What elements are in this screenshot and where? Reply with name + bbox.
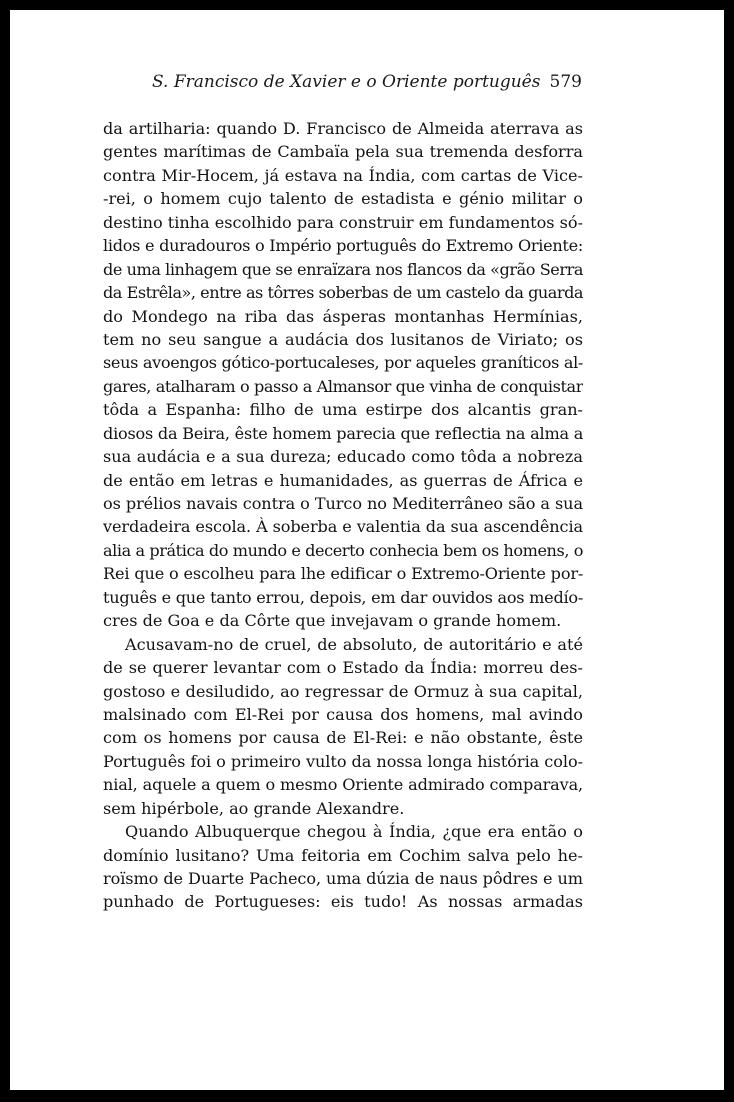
text-line: Português foi o primeiro vulto da nossa longa história colo- bbox=[103, 751, 583, 771]
text-line: de então em letras e humanidades, as guerras de África e bbox=[103, 470, 583, 490]
text-line: cres de Goa e da Côrte que invejavam o grande homem. bbox=[103, 611, 562, 631]
text-line: gentes marítimas de Cambaïa pela sua tremenda desforra bbox=[103, 142, 583, 162]
body-text bbox=[103, 117, 583, 914]
text-line: da artilharia: quando D. Francisco de Almeida aterrava as bbox=[103, 119, 583, 138]
text-line: alia a prática do mundo e decerto conhecia bem os homens, o bbox=[103, 540, 583, 560]
page-header bbox=[102, 72, 594, 98]
text-line: malsinado com El-Rei por causa dos homens, mal avindo bbox=[103, 704, 583, 724]
text-line: sem hipérbole, ao grande Alexandre. bbox=[103, 798, 405, 818]
text-line: verdadeira escola. À soberba e valentia da sua ascendência bbox=[103, 517, 583, 537]
text-line: contra Mir-Hocem, já estava na Índia, com cartas de Vice- bbox=[103, 165, 583, 185]
text-line: de se querer levantar com o Estado da Índia: morreu des- bbox=[103, 658, 583, 678]
text-line: do Mondego na riba das ásperas montanhas Hermínias, bbox=[103, 306, 583, 326]
text-line: Quando Albuquerque chegou à Índia, ¿que era então o bbox=[125, 822, 583, 842]
text-line: da Estrêla», entre as tôrres soberbas de um castelo da guarda bbox=[103, 283, 583, 303]
text-line: tôda a Espanha: filho de uma estirpe dos alcantis gran- bbox=[103, 400, 583, 420]
book-page bbox=[10, 10, 724, 1090]
text-line: tuguês e que tanto errou, depois, em dar ouvidos aos medío- bbox=[103, 587, 583, 607]
text-line: seus avoengos gótico-portucaleses, por aqueles graníticos al- bbox=[103, 353, 583, 373]
paragraph bbox=[103, 117, 583, 633]
page-number: 579 bbox=[549, 72, 582, 92]
paragraph bbox=[103, 633, 583, 821]
text-line: punhado de Portugueses: eis tudo! As nossas armadas bbox=[103, 892, 583, 912]
text-line: gares, atalharam o passo a Almansor que vinha de conquistar bbox=[103, 376, 583, 396]
text-line: domínio lusitano? Uma feitoria em Cochim salva pelo he- bbox=[103, 845, 583, 865]
text-line: diosos da Beira, êste homem parecia que reflectia na alma a bbox=[103, 423, 583, 443]
running-title: S. Francisco de Xavier e o Oriente português bbox=[152, 72, 541, 92]
text-line: de uma linhagem que se enraïzara nos flancos da «grão Serra bbox=[103, 259, 583, 279]
text-line: Rei que o escolheu para lhe edificar o Extremo-Oriente por- bbox=[103, 564, 583, 584]
text-line: sua audácia e a sua dureza; educado como tôda a nobreza bbox=[103, 447, 583, 467]
paragraph bbox=[103, 820, 583, 914]
text-line: destino tinha escolhido para construir em fundamentos só- bbox=[103, 212, 583, 232]
text-line: com os homens por causa de El-Rei: e não obstante, êste bbox=[103, 728, 583, 748]
text-line: Acusavam-no de cruel, de absoluto, de autoritário e até bbox=[125, 634, 583, 654]
text-line: -rei, o homem cujo talento de estadista e génio militar o bbox=[103, 189, 583, 209]
text-line: lidos e duradouros o Império português do Extremo Oriente: bbox=[103, 236, 583, 256]
text-line: tem no seu sangue a audácia dos lusitanos de Viriato; os bbox=[103, 329, 583, 349]
text-line: roïsmo de Duarte Pacheco, uma dúzia de naus pôdres e um bbox=[103, 869, 583, 888]
text-line: nial, aquele a quem o mesmo Oriente admirado comparava, bbox=[103, 775, 583, 795]
text-line: os prélios navais contra o Turco no Mediterrâneo são a sua bbox=[103, 494, 583, 513]
text-line: gostoso e desiludido, ao regressar de Ormuz à sua capital, bbox=[103, 681, 583, 701]
